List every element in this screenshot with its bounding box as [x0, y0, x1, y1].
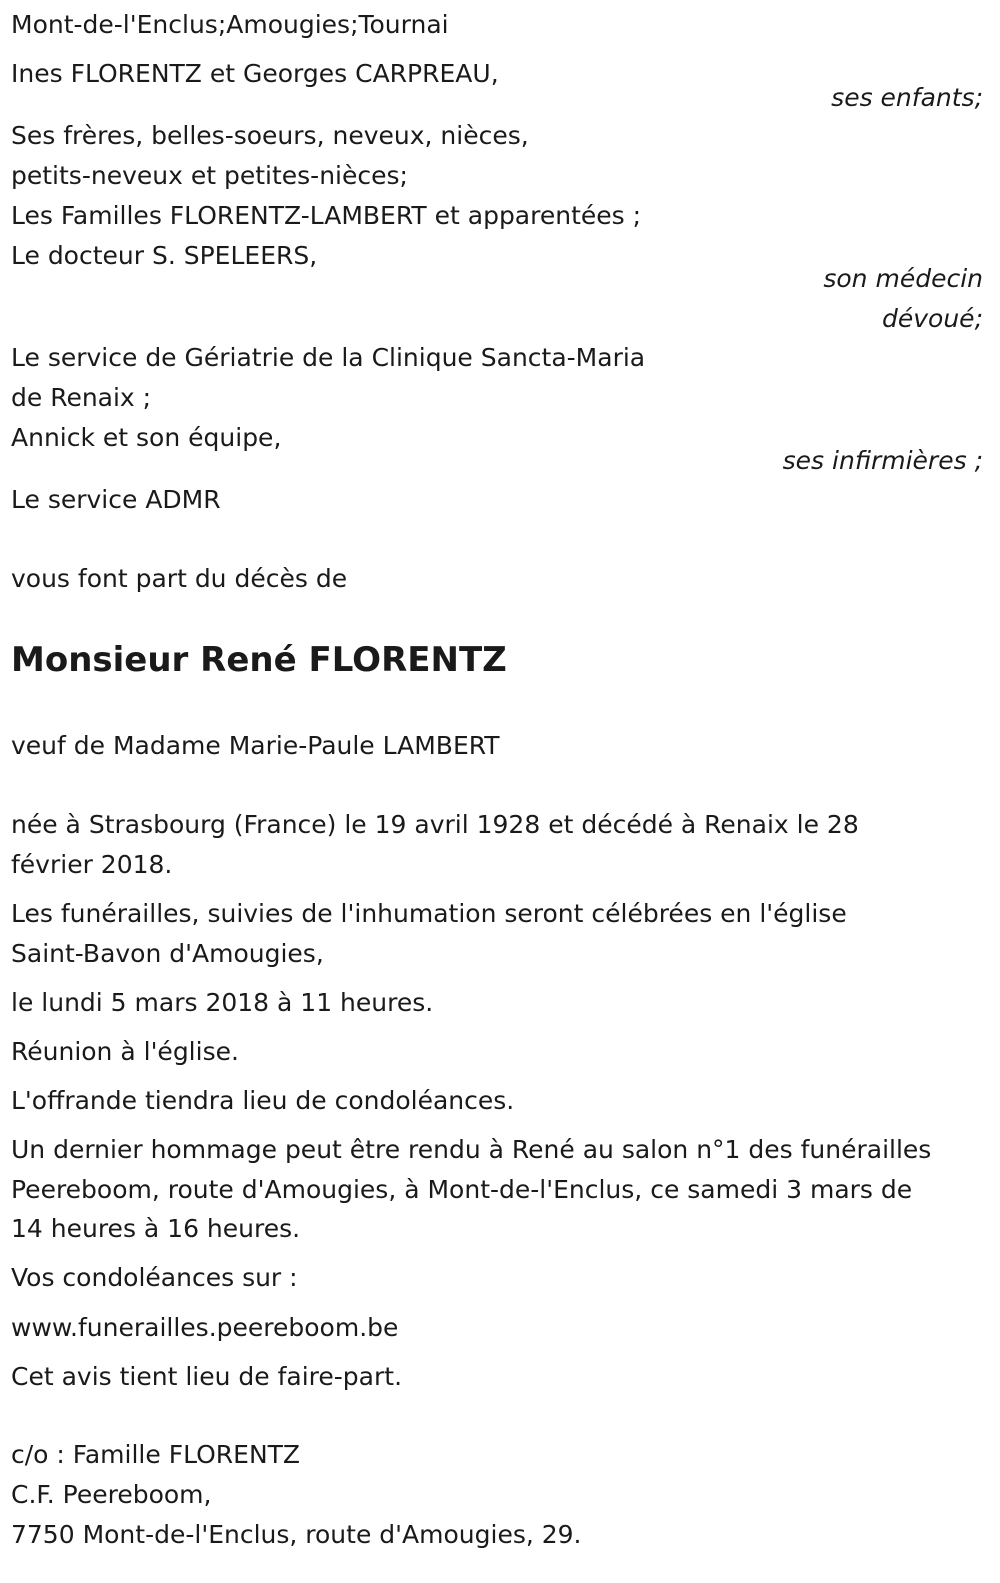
children-names: Ines FLORENTZ et Georges CARPREAU, [11, 59, 499, 88]
contact-line-3: 7750 Mont-de-l'Enclus, route d'Amougies, 29. [11, 1520, 582, 1549]
funeral-date-time: le lundi 5 mars 2018 à 11 heures. [11, 988, 434, 1017]
contact-line-1: c/o : Famille FLORENTZ [11, 1440, 301, 1469]
admr-line: Le service ADMR [11, 485, 221, 514]
widower-line: veuf de Madame Marie-Paule LAMBERT [11, 731, 500, 760]
relatives-line-2: petits-neveux et petites-nièces; [11, 161, 408, 190]
notice-line: Cet avis tient lieu de faire-part. [11, 1362, 403, 1391]
location-line: Mont-de-l'Enclus;Amougies;Tournai [11, 10, 449, 39]
birth-death-line-1: née à Strasbourg (France) le 19 avril 1928 et décédé à Renaix le 28 [11, 810, 859, 839]
condolences-label: Vos condoléances sur : [11, 1263, 298, 1292]
announcement-intro: vous font part du décès de [11, 564, 348, 593]
contact-line-2: C.F. Peereboom, [11, 1480, 212, 1509]
clinic-line-2: de Renaix ; [11, 383, 152, 412]
nurses-role: ses infirmières ; [782, 446, 983, 475]
children-role: ses enfants; [831, 83, 983, 112]
relatives-line-1: Ses frères, belles-soeurs, neveux, nièces, [11, 121, 529, 150]
tribute-line-2: Peereboom, route d'Amougies, à Mont-de-l'Enclus, ce samedi 3 mars de [11, 1175, 913, 1204]
birth-death-line-2: février 2018. [11, 850, 173, 879]
doctor-role-line-1: son médecin [823, 264, 983, 293]
ceremony-line-2: Saint-Bavon d'Amougies, [11, 939, 324, 968]
meeting-line: Réunion à l'église. [11, 1037, 239, 1066]
doctor-name: Le docteur S. SPELEERS, [11, 241, 318, 270]
clinic-line-1: Le service de Gériatrie de la Clinique Sancta-Maria [11, 343, 646, 372]
condolences-website: www.funerailles.peereboom.be [11, 1313, 399, 1342]
tribute-line-1: Un dernier hommage peut être rendu à René au salon n°1 des funérailles [11, 1135, 932, 1164]
families-line: Les Familles FLORENTZ-LAMBERT et apparentées ; [11, 201, 642, 230]
tribute-line-3: 14 heures à 16 heures. [11, 1214, 301, 1243]
nurses-name: Annick et son équipe, [11, 423, 282, 452]
doctor-role-line-2: dévoué; [882, 304, 983, 333]
ceremony-line-1: Les funérailles, suivies de l'inhumation seront célébrées en l'église [11, 899, 847, 928]
deceased-name: Monsieur René FLORENTZ [11, 640, 507, 680]
offering-line: L'offrande tiendra lieu de condoléances. [11, 1086, 515, 1115]
